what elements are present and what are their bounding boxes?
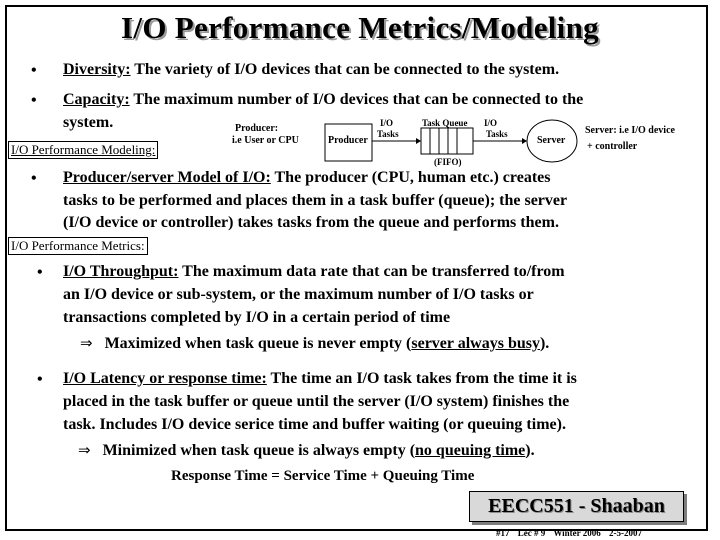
fifo-label: (FIFO) [434,157,462,167]
throughput-text-1: The maximum data rate that can be transferred to/from [178,263,565,280]
throughput-line-1 [63,263,565,281]
bullet-throughput: • [37,264,43,281]
task-queue-label: Task Queue [422,118,468,128]
bullet-diversity: • [31,62,37,79]
term-label: Winter 2006 [553,528,601,538]
response-time-formula: Response Time = Service Time + Queuing Time [171,468,475,484]
capacity-term: Capacity: [63,91,130,108]
latency-text-4a: Minimized when task queue is always empty ( [102,442,416,459]
bullet-producer-model: • [31,170,37,187]
metrics-label [8,237,148,255]
latency-line-3: task. Includes I/O device serice time and buffer waiting (or queuing time). [63,416,566,433]
producer-label: Producer [328,135,368,146]
task-queue-box [421,128,473,154]
latency-line-2: placed in the task buffer or queue until the server (I/O system) finishes the [63,393,570,410]
producer-caption-2: i.e User or CPU [232,135,299,146]
producer-model-text-1: The producer (CPU, human etc.) creates [270,169,551,186]
slide-footer [496,528,648,538]
course-badge [469,491,684,522]
throughput-term: I/O Throughput: [63,263,179,280]
capacity-line-2: system. [63,114,114,131]
latency-text-4b: no queuing time [415,442,526,459]
modeling-label-text: I/O Performance Modeling: [11,142,156,157]
course-badge-text: EECC551 - Shaaban [488,495,665,517]
server-caption-1: Server: i.e I/O device [585,125,675,136]
throughput-line-2: an I/O device or sub-system, or the maximum number of I/O tasks or [63,286,534,303]
io-tasks-out-label-2: Tasks [486,129,508,139]
io-tasks-in-label-1: I/O [380,118,394,128]
capacity-text-1: The maximum number of I/O devices that can be connected to the [129,91,584,108]
producer-model-term: Producer/server Model of I/O: [63,169,271,186]
implies-icon: ⇒ [80,334,93,352]
server-caption-2: + controller [587,141,638,152]
io-tasks-out-label-1: I/O [484,118,498,128]
producer-model-line-2: tasks to be performed and places them in a task buffer (queue); the server [63,192,568,209]
latency-text-1: The time an I/O task takes from the time it is [266,370,577,387]
queue-to-server-arrowhead [522,138,527,144]
slide-number: #17 [496,528,510,538]
bullet-latency: • [37,371,43,388]
throughput-line-4 [80,334,549,353]
throughput-line-3: transactions completed by I/O in a certain period of time [63,309,451,326]
throughput-text-4b: server always busy [411,335,540,352]
latency-line-4 [78,441,535,460]
producer-model-line-3: (I/O device or controller) takes tasks from the queue and performs them. [63,214,559,231]
slide-title: I/O Performance Metrics/Modeling [121,10,599,45]
latency-text-4c: ). [525,442,535,459]
bullet-capacity: • [31,92,37,109]
io-tasks-in-label-2: Tasks [377,129,399,139]
producer-caption-1: Producer: [235,123,279,134]
latency-line-1 [63,370,577,388]
metrics-label-text: I/O Performance Metrics: [11,238,145,253]
server-label: Server [537,135,566,146]
diversity-term: Diversity: [63,61,131,78]
throughput-text-4a: Maximized when task queue is never empty ( [104,335,412,352]
producer-model-line-1 [63,169,550,187]
lecture-number: Lec # 9 [517,528,546,538]
implies-icon: ⇒ [78,441,91,459]
throughput-text-4c: ). [539,335,550,352]
date-label: 2-5-2007 [609,528,643,538]
diversity-text: The variety of I/O devices that can be connected to the system. [130,61,560,78]
latency-term: I/O Latency or response time: [63,370,267,387]
producer-to-queue-arrowhead [416,138,421,144]
